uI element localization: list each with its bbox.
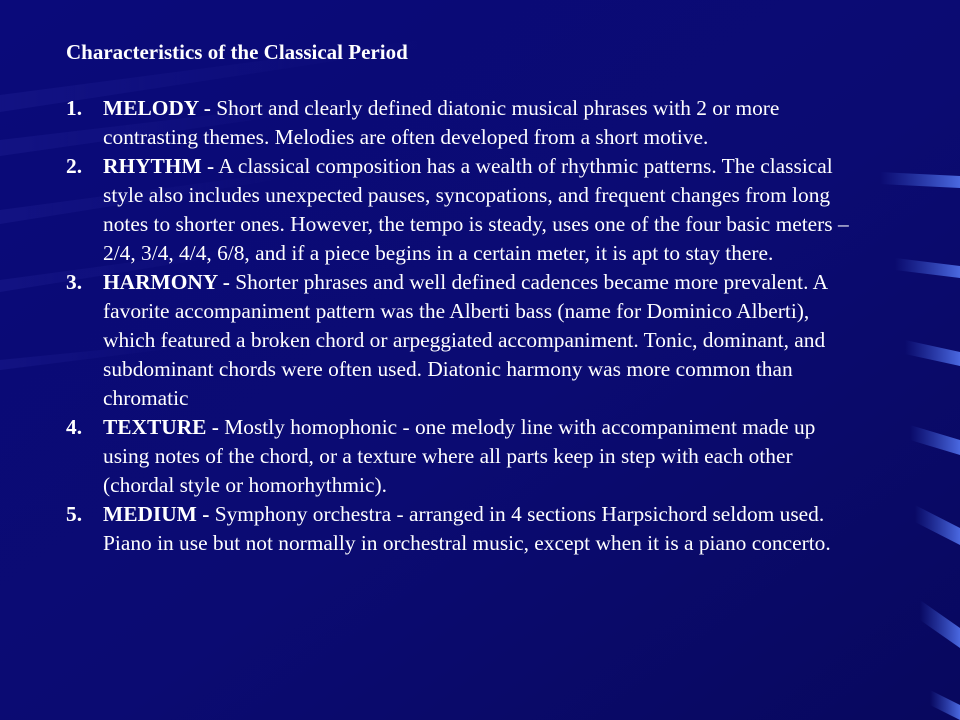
item-term: HARMONY - [103,270,230,294]
item-text: Short and clearly defined diatonic musical phrases with 2 or more contrasting themes. Melodies are often developed from a short motive. [103,96,780,149]
item-number: 3. [66,270,83,294]
slide-content [66,38,866,558]
item-term: TEXTURE - [103,415,219,439]
item-text: A classical composition has a wealth of rhythmic patterns. The classical style also includes unexpected pauses, syncopations, and frequent changes from long notes to shorter ones. However, the tempo is steady, uses one of the four basic meters – 2/4, 3/4, 4/4, 6/8, and if a piece begins in a certain meter, it is apt to stay there. [103,154,849,265]
item-number: 2. [66,154,83,178]
item-number: 5. [66,502,83,526]
item-number: 1. [66,96,83,120]
item-text: Shorter phrases and well defined cadences became more prevalent. A favorite accompaniment pattern was the Alberti bass (name for Dominico Alberti), which featured a broken chord or arpeggiated accompaniment. Tonic, dominant, and subdominant chords were often used. Diatonic harmony was more common than chromatic [103,270,827,410]
list-item [66,413,866,500]
list-item [66,500,866,558]
item-number: 4. [66,415,83,439]
item-term: RHYTHM - [103,154,215,178]
item-text: Mostly homophonic - one melody line with accompaniment made up using notes of the chord, or a texture where all parts keep in step with each other (chordal style or homorhythmic). [103,415,816,497]
slide-title: Characteristics of the Classical Period [66,40,408,64]
list-item [66,94,866,152]
list-item [66,152,866,268]
item-term: MELODY - [103,96,211,120]
item-term: MEDIUM - [103,502,210,526]
item-text: Symphony orchestra - arranged in 4 sections Harpsichord seldom used. Piano in use but not normally in orchestral music, except when it is a piano concerto. [103,502,831,555]
characteristics-list [66,94,866,558]
list-item [66,268,866,413]
